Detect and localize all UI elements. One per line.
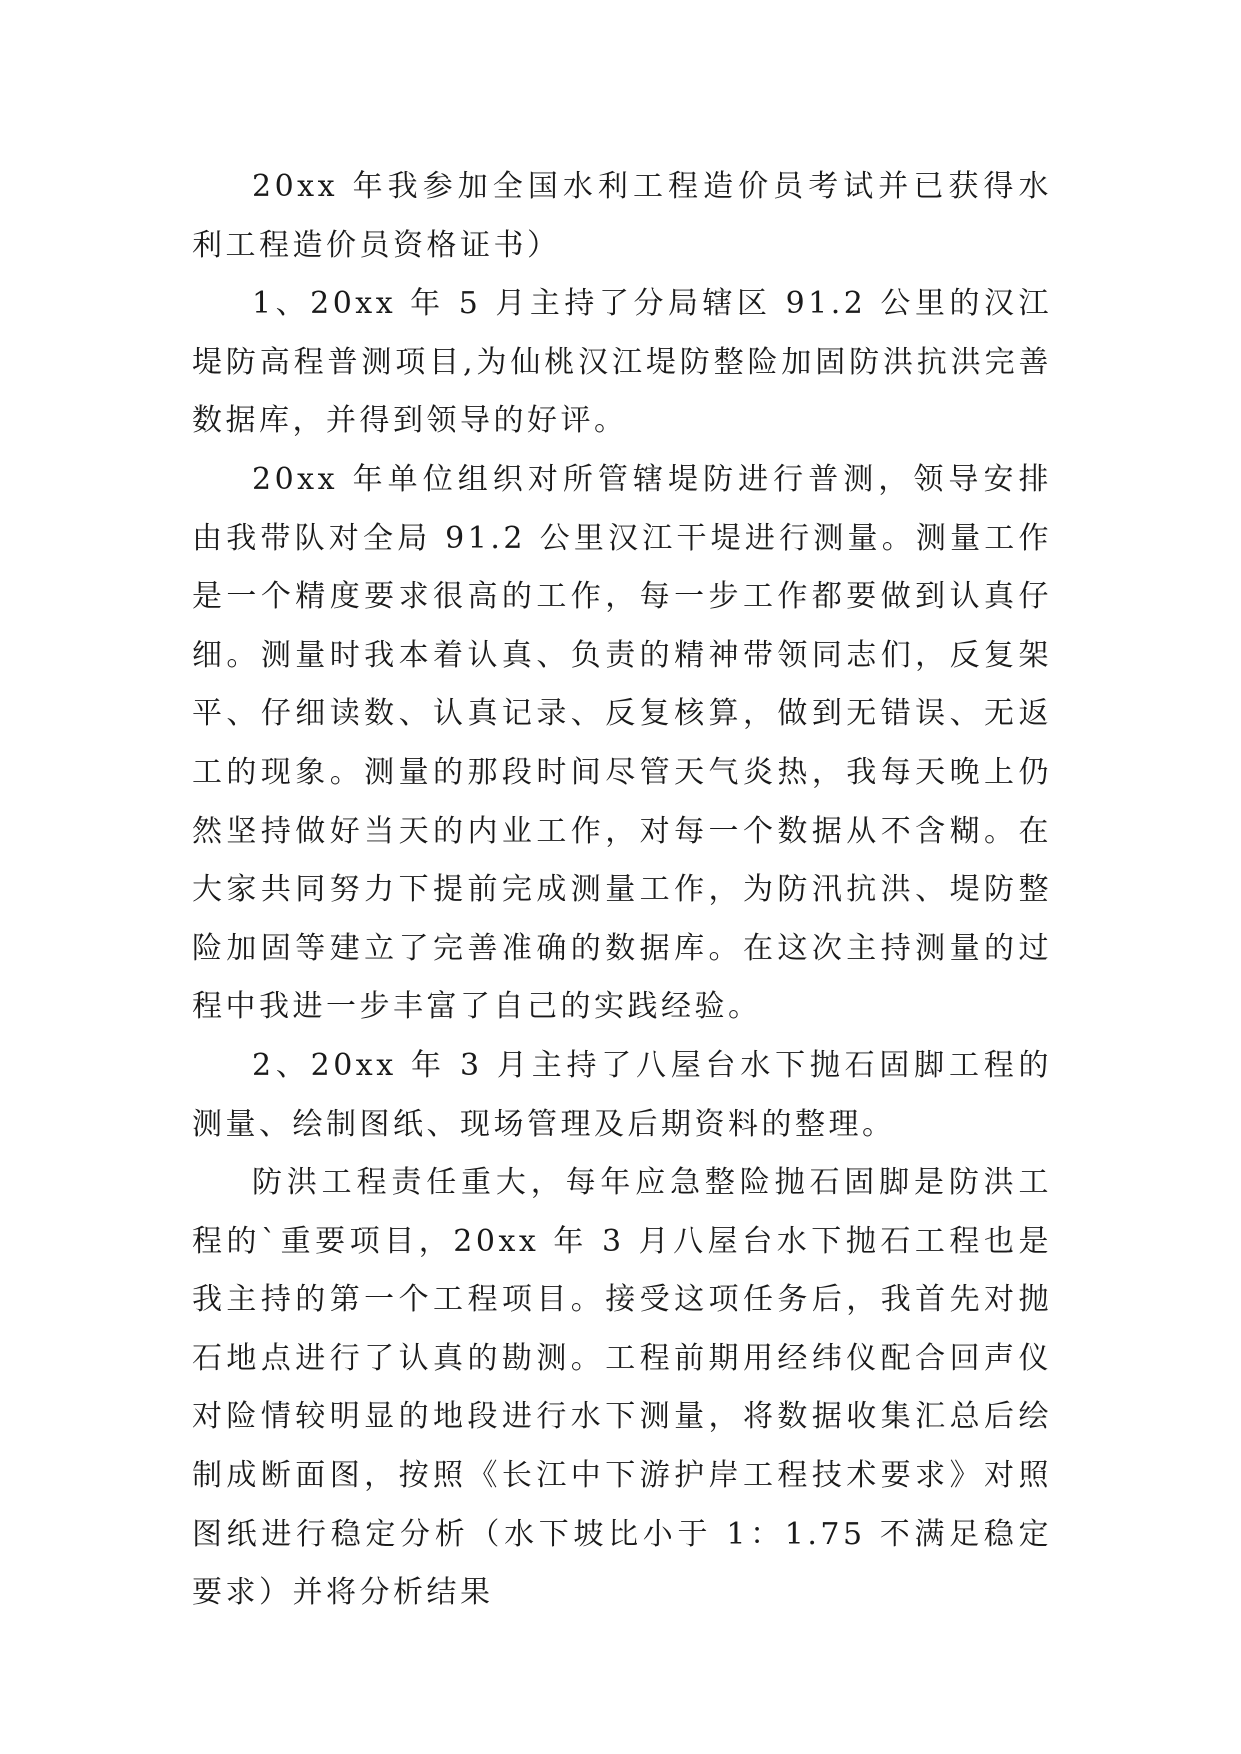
paragraph-flood-project: 防洪工程责任重大，每年应急整险抛石固脚是防洪工程的`重要项目，20xx 年 3 月八屋台水下抛石工程也是我主持的第一个工程项目。接受这项任务后，我首先对抛石地点进行了认真的勘测。工程前期用经纬仪配合回声仪对险情较明显的地段进行水下测量，将数据收集汇总后绘制成断面图，按照《长江中下游护岸工程技术要求》对照图纸进行稳定分析（水下坡比小于 1：1.75 不满足稳定要求）并将分析结果 — [192, 1165, 1052, 1611]
paragraph-survey-details: 20xx 年单位组织对所管辖堤防进行普测，领导安排由我带队对全局 91.2 公里汉江干堤进行测量。测量工作是一个精度要求很高的工作，每一步工作都要做到认真仔细。测量时我本着认真、负责的精神带领同志们，反复架平、仔细读数、认真记录、反复核算，做到无错误、无返工的现象。测量的那段时间尽管天气炎热，我每天晚上仍然坚持做好当天的内业工作，对每一个数据从不含糊。在大家共同努力下提前完成测量工作，为防汛抗洪、堤防整险加固等建立了完善准确的数据库。在这次主持测量的过程中我进一步丰富了自己的实践经验。 — [192, 461, 1052, 1025]
paragraph-certificate: 20xx 年我参加全国水利工程造价员考试并已获得水利工程造价员资格证书） — [192, 169, 1052, 263]
paragraph-item-2: 2、20xx 年 3 月主持了八屋台水下抛石固脚工程的测量、绘制图纸、现场管理及后期资料的整理。 — [192, 1047, 1052, 1142]
paragraph-item-1: 1、20xx 年 5 月主持了分局辖区 91.2 公里的汉江堤防高程普测项目,为仙桃汉江堤防整险加固防洪抗洪完善数据库，并得到领导的好评。 — [192, 286, 1052, 439]
document-body — [192, 158, 1052, 1623]
